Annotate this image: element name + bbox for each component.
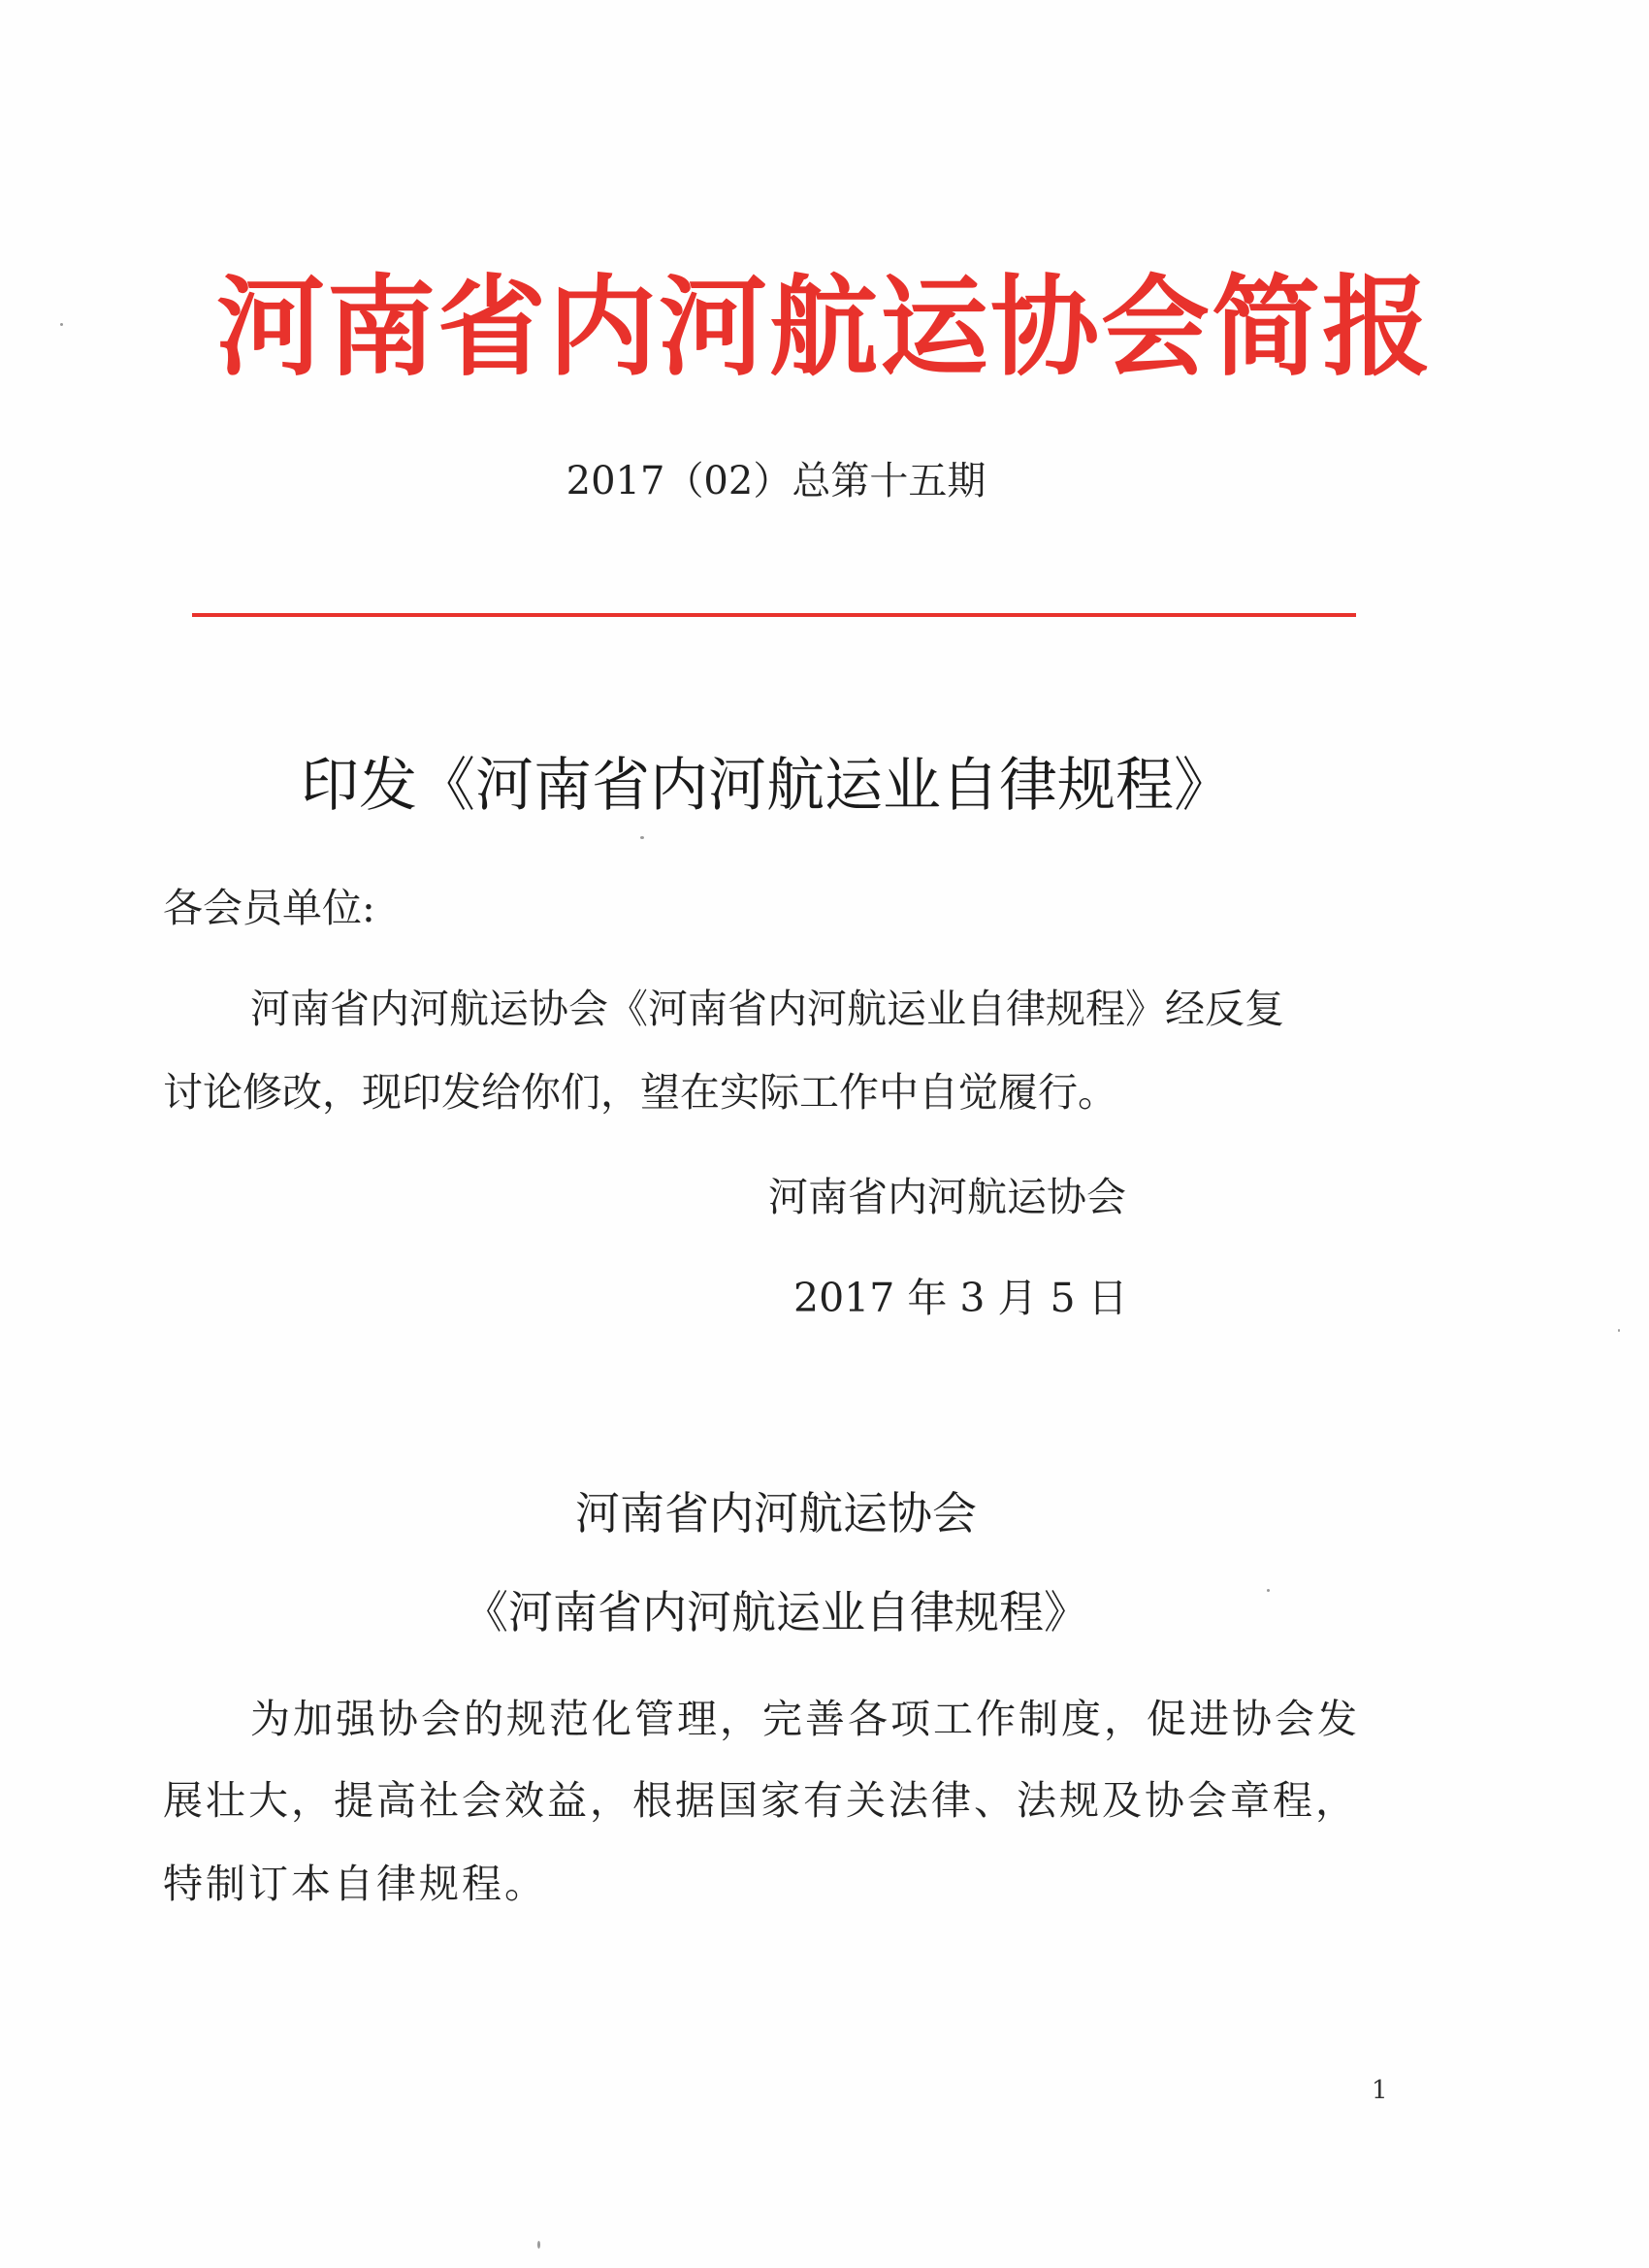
signature-organization: 河南省内河航运协会 bbox=[768, 1174, 1126, 1220]
page-number: 1 bbox=[1372, 2076, 1388, 2105]
signature-date: 2017 年 3 月 5 日 bbox=[793, 1275, 1128, 1321]
notice-title: 印发《河南省内河航运业自律规程》 bbox=[301, 752, 1232, 820]
scan-speck bbox=[1267, 1589, 1270, 1592]
scan-speck bbox=[640, 836, 644, 839]
issue-number: 2017（02）总第十五期 bbox=[566, 459, 986, 503]
masthead-title: 河南省内河航运协会简报 bbox=[216, 265, 1433, 391]
notice-paragraph-line-1: 河南省内河航运协会《河南省内河航运业自律规程》经反复 bbox=[250, 986, 1284, 1032]
masthead-divider bbox=[192, 613, 1356, 617]
scan-speck bbox=[1618, 1329, 1620, 1332]
regulation-title: 《河南省内河航运业自律规程》 bbox=[464, 1586, 1088, 1638]
regulation-intro-line-3: 特制订本自律规程。 bbox=[163, 1861, 547, 1907]
scan-speck bbox=[537, 2241, 540, 2249]
regulation-organization: 河南省内河航运协会 bbox=[575, 1487, 977, 1539]
salutation: 各会员单位: bbox=[163, 885, 375, 931]
regulation-intro-line-2: 展壮大，提高社会效益，根据国家有关法律、法规及协会章程， bbox=[163, 1777, 1358, 1824]
notice-paragraph-line-2: 讨论修改，现印发给你们，望在实际工作中自觉履行。 bbox=[163, 1069, 1117, 1116]
regulation-intro-line-1: 为加强协会的规范化管理，完善各项工作制度，促进协会发 bbox=[250, 1696, 1360, 1742]
scan-speck bbox=[60, 323, 63, 326]
